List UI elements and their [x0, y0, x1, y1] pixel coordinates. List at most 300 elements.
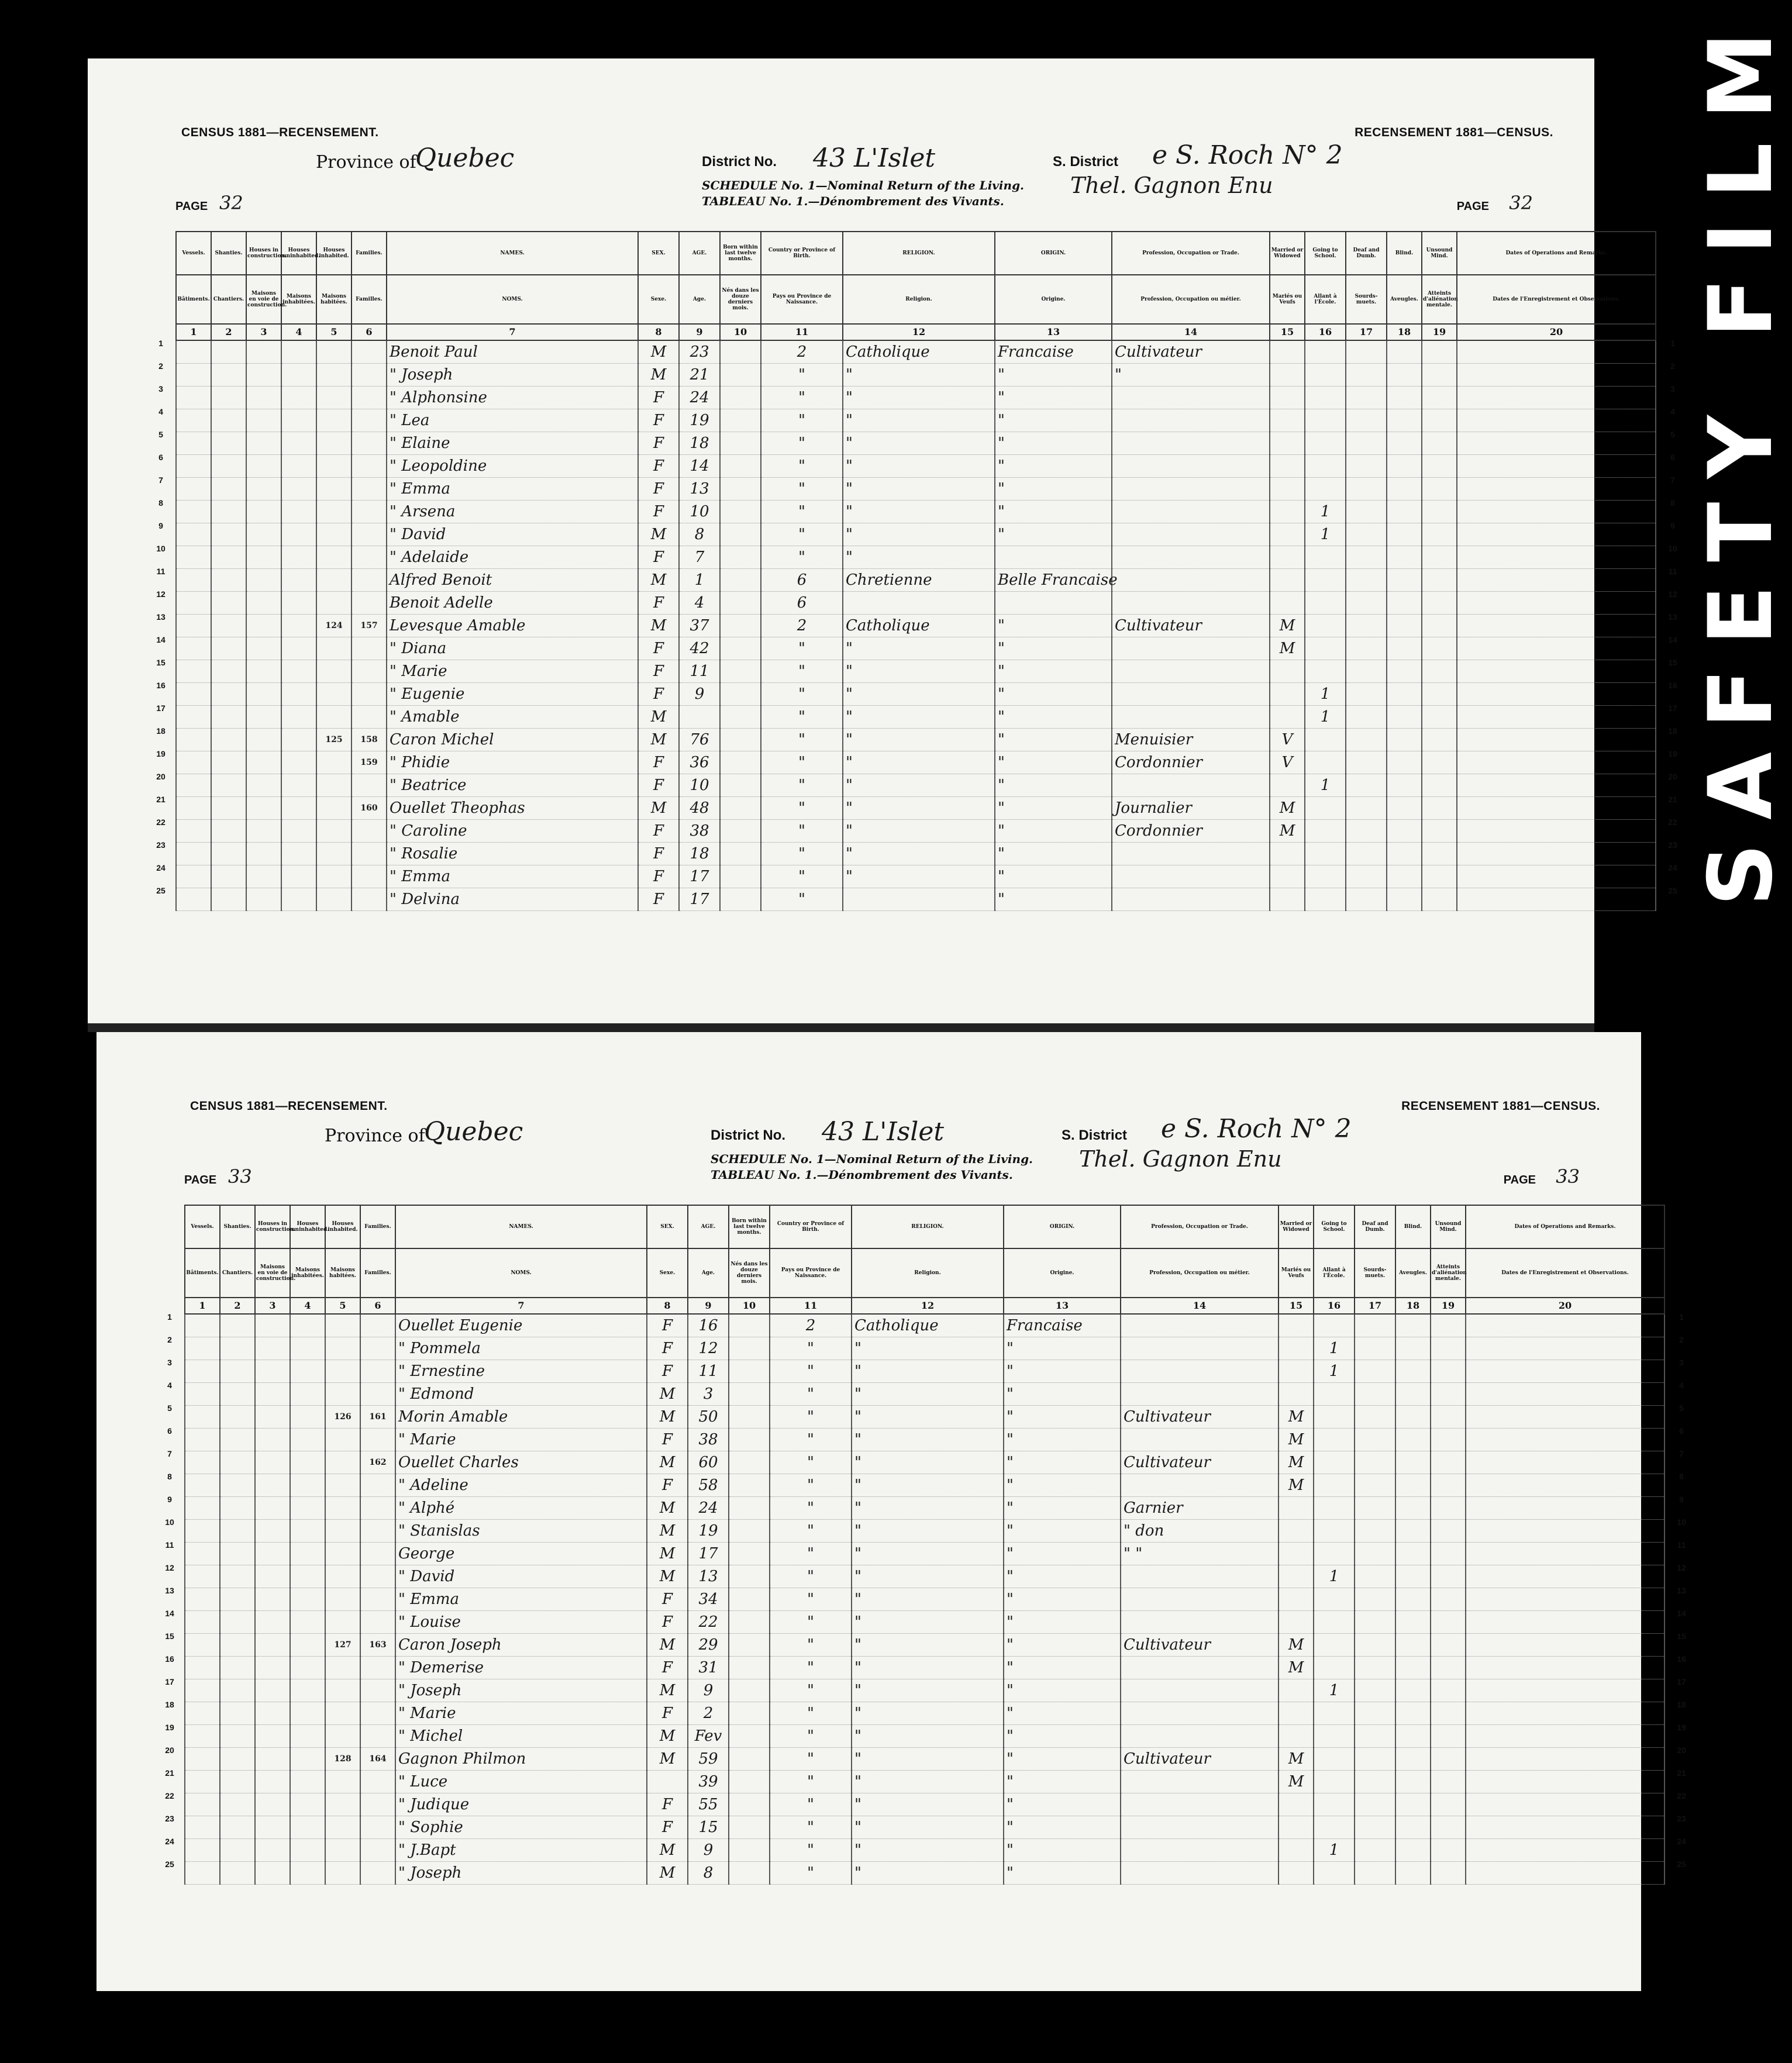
cell-age: 17: [679, 888, 720, 911]
cell-profession: [1121, 1383, 1278, 1406]
cell-born-12-months: [729, 1657, 770, 1679]
cell-deaf: [1355, 1771, 1395, 1793]
row-number-left: 9: [167, 1495, 172, 1504]
cell-name: " Judique: [395, 1793, 647, 1816]
cell-age: 38: [679, 820, 720, 843]
cell-name: " Emma: [395, 1588, 647, 1611]
cell-born-12-months: [729, 1862, 770, 1885]
cell-sex: [647, 1771, 688, 1793]
cell-houses-uninhabited: [290, 1588, 325, 1611]
cell-houses-construction: [255, 1588, 290, 1611]
cell-shanties: [211, 797, 246, 820]
cell-unsound: [1431, 1657, 1466, 1679]
col-number: 9: [688, 1298, 729, 1314]
cell-family-number: [351, 820, 387, 843]
cell-blind: [1387, 387, 1422, 409]
cell-school: [1314, 1634, 1355, 1657]
cell-remarks: [1466, 1360, 1665, 1383]
cell-house-number: [325, 1429, 360, 1451]
cell-name: Gagnon Philmon: [395, 1748, 647, 1771]
cell-sex: M: [647, 1520, 688, 1543]
cell-sex: M: [647, 1862, 688, 1885]
cell-deaf: [1355, 1725, 1395, 1748]
row-number-left: 13: [165, 1586, 174, 1595]
cell-birthplace: ": [761, 432, 843, 455]
cell-profession: [1112, 523, 1270, 546]
cell-vessels: [176, 865, 211, 888]
cell-name: " Marie: [395, 1429, 647, 1451]
cell-houses-construction: [255, 1816, 290, 1839]
col-head-fr-1: Bâtiments.: [185, 1248, 220, 1298]
cell-married: [1278, 1520, 1314, 1543]
cell-born-12-months: [720, 888, 761, 911]
cell-blind: [1395, 1793, 1431, 1816]
cell-vessels: [185, 1634, 220, 1657]
cell-sex: F: [647, 1360, 688, 1383]
col-head-19: Unsound Mind.: [1422, 232, 1457, 275]
cell-family-number: 163: [360, 1634, 395, 1657]
cell-birthplace: ": [761, 409, 843, 432]
cell-born-12-months: [729, 1839, 770, 1862]
cell-sex: F: [647, 1337, 688, 1360]
cell-family-number: [360, 1520, 395, 1543]
cell-remarks: [1466, 1520, 1665, 1543]
cell-age: 13: [688, 1565, 729, 1588]
cell-family-number: [351, 637, 387, 660]
cell-religion: ": [852, 1588, 1004, 1611]
cell-born-12-months: [729, 1360, 770, 1383]
cell-house-number: [316, 751, 351, 774]
cell-religion: ": [843, 501, 995, 523]
census-table: [175, 231, 1656, 911]
table-row: [176, 683, 1656, 706]
col-head-9: AGE.: [679, 232, 720, 275]
cell-born-12-months: [720, 820, 761, 843]
cell-vessels: [185, 1383, 220, 1406]
cell-profession: [1112, 387, 1270, 409]
row-number-right: 25: [1668, 886, 1677, 895]
cell-remarks: [1466, 1725, 1665, 1748]
cell-family-number: [351, 340, 387, 364]
cell-houses-construction: [255, 1748, 290, 1771]
row-number-left: 11: [156, 567, 166, 576]
cell-sex: F: [647, 1611, 688, 1634]
row-number-right: 14: [1677, 1609, 1686, 1618]
page-label-right: PAGE: [1456, 200, 1489, 213]
cell-family-number: 164: [360, 1748, 395, 1771]
cell-age: 13: [679, 478, 720, 501]
cell-remarks: [1457, 592, 1656, 615]
table-row: [176, 615, 1656, 637]
row-number-left: 15: [165, 1631, 174, 1641]
row-number-left: 1: [158, 339, 163, 348]
cell-birthplace: ": [770, 1360, 852, 1383]
cell-vessels: [176, 478, 211, 501]
cell-shanties: [220, 1406, 255, 1429]
table-row: [176, 546, 1656, 569]
cell-remarks: [1457, 615, 1656, 637]
cell-birthplace: ": [761, 820, 843, 843]
cell-houses-uninhabited: [290, 1634, 325, 1657]
row-number-right: 19: [1668, 749, 1677, 758]
safety-film-label: SAFETY FILM: [1690, 8, 1792, 906]
cell-blind: [1395, 1679, 1431, 1702]
cell-deaf: [1346, 843, 1387, 865]
cell-house-number: [316, 523, 351, 546]
col-head-15: Married or Widowed: [1270, 232, 1305, 275]
page-label-left: PAGE: [175, 200, 208, 213]
cell-birthplace: ": [761, 843, 843, 865]
cell-religion: ": [852, 1702, 1004, 1725]
cell-houses-construction: [246, 615, 281, 637]
cell-origin: ": [1004, 1451, 1121, 1474]
col-head-18: Blind.: [1395, 1205, 1431, 1248]
cell-school: [1305, 478, 1346, 501]
cell-house-number: [325, 1725, 360, 1748]
cell-name: " Emma: [387, 478, 638, 501]
cell-houses-construction: [246, 340, 281, 364]
row-number-right: 3: [1679, 1358, 1684, 1367]
cell-shanties: [220, 1816, 255, 1839]
cell-married: V: [1270, 729, 1305, 751]
col-head-4: Houses uninhabited.: [290, 1205, 325, 1248]
table-row: [176, 455, 1656, 478]
cell-deaf: [1355, 1862, 1395, 1885]
col-head-fr-18: Aveugles.: [1395, 1248, 1431, 1298]
cell-blind: [1395, 1406, 1431, 1429]
col-head-10: Born within last twelve months.: [729, 1205, 770, 1248]
cell-blind: [1395, 1565, 1431, 1588]
cell-sex: F: [647, 1816, 688, 1839]
cell-blind: [1387, 432, 1422, 455]
cell-unsound: [1431, 1451, 1466, 1474]
col-head-14: Profession, Occupation or Trade.: [1112, 232, 1270, 275]
cell-sex: F: [638, 820, 679, 843]
cell-age: 21: [679, 364, 720, 387]
cell-born-12-months: [720, 729, 761, 751]
cell-religion: ": [843, 523, 995, 546]
cell-age: 59: [688, 1748, 729, 1771]
cell-school: 1: [1305, 683, 1346, 706]
cell-deaf: [1355, 1520, 1395, 1543]
cell-house-number: [325, 1543, 360, 1565]
cell-age: 50: [688, 1406, 729, 1429]
cell-blind: [1395, 1725, 1431, 1748]
cell-deaf: [1346, 797, 1387, 820]
cell-deaf: [1346, 706, 1387, 729]
cell-remarks: [1466, 1839, 1665, 1862]
cell-birthplace: 2: [770, 1314, 852, 1337]
table-row: [185, 1588, 1665, 1611]
col-head-fr-16: Allant à l'École.: [1314, 1248, 1355, 1298]
cell-family-number: [360, 1771, 395, 1793]
cell-age: Fev: [688, 1725, 729, 1748]
cell-profession: Cultivateur: [1121, 1634, 1278, 1657]
cell-unsound: [1431, 1748, 1466, 1771]
cell-deaf: [1346, 340, 1387, 364]
row-number-right: 4: [1670, 407, 1675, 416]
cell-sex: F: [647, 1702, 688, 1725]
cell-age: 9: [688, 1839, 729, 1862]
cell-deaf: [1346, 637, 1387, 660]
cell-birthplace: ": [770, 1520, 852, 1543]
cell-married: [1270, 387, 1305, 409]
cell-age: 24: [688, 1497, 729, 1520]
cell-birthplace: ": [761, 797, 843, 820]
cell-born-12-months: [720, 364, 761, 387]
cell-profession: " don: [1121, 1520, 1278, 1543]
cell-sex: M: [638, 706, 679, 729]
cell-religion: ": [852, 1725, 1004, 1748]
cell-blind: [1395, 1862, 1431, 1885]
cell-houses-uninhabited: [290, 1565, 325, 1588]
cell-school: 1: [1314, 1839, 1355, 1862]
cell-deaf: [1355, 1314, 1395, 1337]
cell-vessels: [185, 1816, 220, 1839]
row-number-left: 16: [156, 681, 166, 690]
cell-profession: [1112, 501, 1270, 523]
cell-origin: ": [1004, 1771, 1121, 1793]
col-number: 13: [1004, 1298, 1121, 1314]
cell-name: " Luce: [395, 1771, 647, 1793]
cell-deaf: [1355, 1406, 1395, 1429]
cell-profession: Cordonnier: [1112, 751, 1270, 774]
cell-blind: [1387, 774, 1422, 797]
cell-vessels: [176, 501, 211, 523]
table-row: [185, 1497, 1665, 1520]
cell-houses-uninhabited: [281, 501, 316, 523]
cell-name: Caron Joseph: [395, 1634, 647, 1657]
cell-blind: [1387, 501, 1422, 523]
cell-shanties: [220, 1611, 255, 1634]
row-number-left: 7: [158, 475, 163, 485]
cell-age: 12: [688, 1337, 729, 1360]
cell-houses-uninhabited: [281, 387, 316, 409]
cell-unsound: [1431, 1520, 1466, 1543]
cell-houses-uninhabited: [290, 1520, 325, 1543]
cell-houses-construction: [255, 1314, 290, 1337]
cell-married: [1270, 478, 1305, 501]
cell-name: " Joseph: [395, 1862, 647, 1885]
cell-unsound: [1422, 364, 1457, 387]
cell-deaf: [1346, 569, 1387, 592]
cell-vessels: [176, 340, 211, 364]
cell-house-number: [325, 1474, 360, 1497]
cell-blind: [1395, 1383, 1431, 1406]
cell-shanties: [211, 546, 246, 569]
col-number: 8: [647, 1298, 688, 1314]
cell-profession: [1112, 432, 1270, 455]
row-number-left: 20: [165, 1745, 174, 1755]
cell-vessels: [185, 1611, 220, 1634]
cell-name: " Diana: [387, 637, 638, 660]
cell-remarks: [1457, 797, 1656, 820]
cell-remarks: [1457, 478, 1656, 501]
cell-sex: M: [638, 340, 679, 364]
cell-sex: M: [647, 1679, 688, 1702]
cell-houses-construction: [246, 729, 281, 751]
cell-birthplace: ": [770, 1337, 852, 1360]
row-number-left: 22: [156, 817, 166, 827]
cell-family-number: [351, 569, 387, 592]
cell-vessels: [185, 1748, 220, 1771]
col-number: 20: [1457, 324, 1656, 340]
col-head-20: Dates of Operations and Remarks.: [1457, 232, 1656, 275]
cell-family-number: [351, 546, 387, 569]
col-number: 8: [638, 324, 679, 340]
cell-birthplace: ": [770, 1748, 852, 1771]
row-number-right: 10: [1668, 544, 1677, 553]
cell-married: [1270, 774, 1305, 797]
cell-name: " Emma: [387, 865, 638, 888]
cell-house-number: [316, 865, 351, 888]
cell-name: " Caroline: [387, 820, 638, 843]
cell-religion: ": [852, 1748, 1004, 1771]
cell-married: [1270, 455, 1305, 478]
cell-name: " Edmond: [395, 1383, 647, 1406]
cell-blind: [1395, 1451, 1431, 1474]
col-head-12: RELIGION.: [843, 232, 995, 275]
cell-birthplace: ": [770, 1497, 852, 1520]
district-label: District No.: [702, 154, 777, 170]
cell-house-number: [316, 683, 351, 706]
province-value: Quebec: [424, 1117, 523, 1147]
cell-house-number: 124: [316, 615, 351, 637]
cell-houses-uninhabited: [281, 432, 316, 455]
cell-unsound: [1422, 546, 1457, 569]
col-head-17: Deaf and Dumb.: [1355, 1205, 1395, 1248]
cell-remarks: [1466, 1497, 1665, 1520]
cell-deaf: [1346, 729, 1387, 751]
col-number: 11: [770, 1298, 852, 1314]
cell-blind: [1387, 340, 1422, 364]
col-head-fr-4: Maisons inhabitées.: [281, 275, 316, 324]
cell-religion: ": [852, 1383, 1004, 1406]
cell-house-number: [316, 820, 351, 843]
cell-deaf: [1346, 592, 1387, 615]
cell-school: [1305, 729, 1346, 751]
cell-vessels: [176, 843, 211, 865]
cell-shanties: [211, 523, 246, 546]
cell-name: " Delvina: [387, 888, 638, 911]
cell-vessels: [185, 1793, 220, 1816]
col-head-fr-10: Nés dans les douze derniers mois.: [720, 275, 761, 324]
cell-sex: F: [647, 1657, 688, 1679]
cell-religion: ": [852, 1474, 1004, 1497]
cell-remarks: [1466, 1702, 1665, 1725]
cell-house-number: [316, 660, 351, 683]
row-number-right: 19: [1677, 1723, 1686, 1732]
cell-house-number: [316, 409, 351, 432]
cell-born-12-months: [729, 1702, 770, 1725]
sdistrict-value: e S. Roch N° 2: [1152, 140, 1343, 170]
cell-vessels: [176, 364, 211, 387]
col-head-10: Born within last twelve months.: [720, 232, 761, 275]
row-number-right: 1: [1670, 339, 1675, 348]
col-number: 7: [387, 324, 638, 340]
cell-houses-construction: [255, 1497, 290, 1520]
table-row: [185, 1862, 1665, 1885]
cell-sex: M: [638, 364, 679, 387]
cell-unsound: [1431, 1725, 1466, 1748]
schedule-title-fr: TABLEAU No. 1.—Dénombrement des Vivants.: [702, 194, 1004, 208]
cell-born-12-months: [729, 1406, 770, 1429]
row-number-right: 1: [1679, 1312, 1684, 1322]
cell-profession: [1112, 660, 1270, 683]
col-number: 15: [1278, 1298, 1314, 1314]
cell-blind: [1395, 1360, 1431, 1383]
cell-birthplace: ": [770, 1634, 852, 1657]
cell-deaf: [1346, 387, 1387, 409]
cell-house-number: [325, 1657, 360, 1679]
cell-age: 48: [679, 797, 720, 820]
cell-profession: [1112, 774, 1270, 797]
cell-born-12-months: [720, 843, 761, 865]
cell-vessels: [185, 1862, 220, 1885]
cell-houses-uninhabited: [290, 1383, 325, 1406]
row-number-right: 25: [1677, 1860, 1686, 1869]
cell-age: 42: [679, 637, 720, 660]
cell-married: [1278, 1588, 1314, 1611]
row-number-left: 5: [158, 430, 163, 439]
cell-age: 38: [688, 1429, 729, 1451]
cell-family-number: [360, 1702, 395, 1725]
cell-house-number: [316, 340, 351, 364]
cell-family-number: [351, 364, 387, 387]
col-head-7: NAMES.: [387, 232, 638, 275]
cell-house-number: [325, 1679, 360, 1702]
cell-birthplace: ": [761, 683, 843, 706]
cell-family-number: [360, 1679, 395, 1702]
col-number: 19: [1422, 324, 1457, 340]
cell-born-12-months: [720, 387, 761, 409]
cell-houses-uninhabited: [290, 1360, 325, 1383]
cell-remarks: [1457, 660, 1656, 683]
cell-deaf: [1346, 523, 1387, 546]
cell-school: 1: [1305, 706, 1346, 729]
cell-deaf: [1346, 888, 1387, 911]
cell-name: " Beatrice: [387, 774, 638, 797]
cell-sex: F: [638, 660, 679, 683]
cell-name: " Sophie: [395, 1816, 647, 1839]
row-number-right: 8: [1679, 1472, 1684, 1481]
cell-houses-construction: [246, 660, 281, 683]
cell-sex: F: [638, 774, 679, 797]
cell-name: " Pommela: [395, 1337, 647, 1360]
row-number-left: 17: [165, 1677, 174, 1686]
cell-shanties: [220, 1383, 255, 1406]
cell-shanties: [220, 1429, 255, 1451]
cell-age: 58: [688, 1474, 729, 1497]
cell-religion: ": [843, 409, 995, 432]
cell-blind: [1387, 683, 1422, 706]
cell-origin: Belle Francaise: [995, 569, 1112, 592]
cell-profession: Cultivateur: [1121, 1748, 1278, 1771]
cell-name: " Joseph: [387, 364, 638, 387]
row-number-right: 18: [1677, 1700, 1686, 1709]
cell-married: [1270, 340, 1305, 364]
cell-houses-uninhabited: [290, 1702, 325, 1725]
row-number-left: 6: [158, 453, 163, 462]
cell-unsound: [1422, 523, 1457, 546]
cell-married: [1278, 1611, 1314, 1634]
cell-origin: ": [995, 843, 1112, 865]
cell-school: 1: [1305, 501, 1346, 523]
cell-houses-construction: [246, 501, 281, 523]
cell-houses-construction: [246, 888, 281, 911]
cell-shanties: [220, 1839, 255, 1862]
cell-born-12-months: [729, 1474, 770, 1497]
